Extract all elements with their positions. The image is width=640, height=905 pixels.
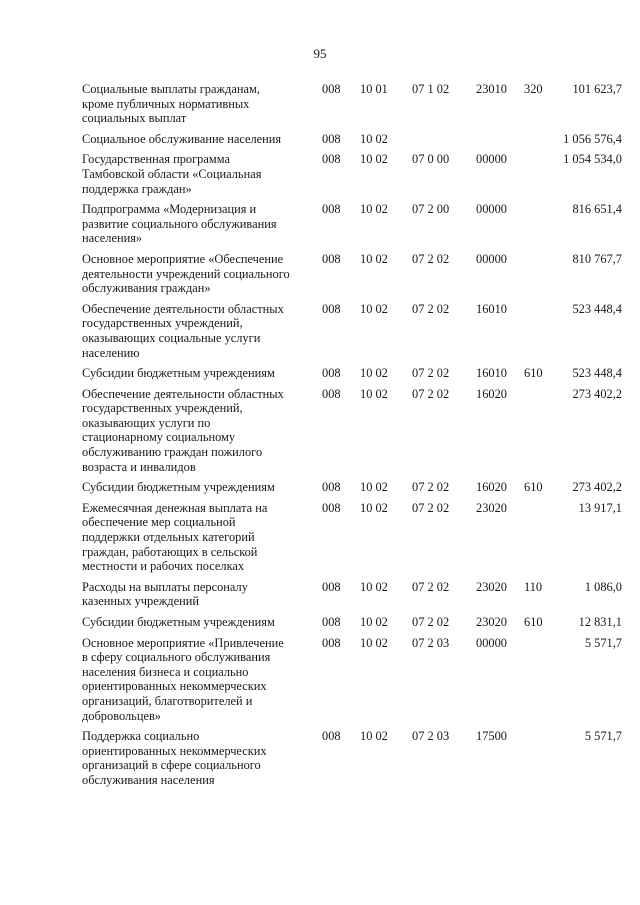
row-direction-code: 16020 (476, 386, 507, 401)
row-amount: 5 571,7 (584, 729, 622, 744)
row-direction-code: 00000 (476, 635, 507, 650)
table-row (82, 82, 622, 126)
row-direction-code: 23010 (476, 82, 507, 96)
row-section-code: 10 02 (360, 366, 388, 381)
table-row (82, 579, 622, 609)
row-name: Расходы на выплаты персоналу казенных учреждений (82, 579, 248, 609)
row-amount: 1 054 534,0 (563, 152, 622, 167)
row-name: Государственная программа Тамбовской области «Социальная поддержка граждан» (82, 152, 262, 196)
row-direction-code: 23020 (476, 579, 507, 594)
row-program-code: 07 2 03 (412, 729, 450, 744)
row-direction-code: 00000 (476, 152, 507, 167)
row-program-code: 07 2 02 (412, 500, 450, 515)
row-amount: 13 917,1 (578, 500, 622, 515)
row-amount: 523 448,4 (572, 301, 622, 316)
row-section-code: 10 02 (360, 579, 388, 594)
row-program-code: 07 2 02 (412, 480, 450, 495)
row-name: Социальные выплаты гражданам, кроме публичных нормативных социальных выплат (82, 82, 260, 126)
row-amount: 12 831,1 (578, 615, 622, 629)
row-direction-code: 16010 (476, 301, 507, 316)
row-amount: 101 623,7 (572, 82, 622, 96)
row-direction-code: 16020 (476, 480, 507, 495)
row-amount: 273 402,2 (572, 386, 622, 401)
row-program-code: 07 0 00 (412, 152, 450, 167)
row-section-code: 10 02 (360, 152, 388, 167)
table-row (82, 635, 622, 724)
row-section-code: 10 02 (360, 131, 388, 146)
row-program-code: 07 2 02 (412, 386, 450, 401)
row-gr-code: 008 (322, 480, 341, 495)
row-gr-code: 008 (322, 500, 341, 515)
row-gr-code: 008 (322, 615, 341, 629)
row-amount: 523 448,4 (572, 366, 622, 381)
row-amount: 810 767,7 (572, 251, 622, 266)
row-direction-code: 00000 (476, 202, 507, 217)
row-gr-code: 008 (322, 635, 341, 650)
row-program-code: 07 2 02 (412, 615, 450, 629)
row-program-code: 07 2 02 (412, 301, 450, 316)
row-name: Ежемесячная денежная выплата на обеспечение мер социальной поддержки отдельных категорий граждан, работающих в сельской местности и рабочих поселках (82, 500, 268, 574)
row-gr-code: 008 (322, 82, 341, 96)
row-program-code: 07 2 00 (412, 202, 450, 217)
table-row (82, 386, 622, 475)
row-program-code: 07 2 02 (412, 579, 450, 594)
row-expense-type: 610 (524, 366, 543, 381)
row-expense-type: 110 (524, 579, 543, 594)
row-gr-code: 008 (322, 301, 341, 316)
table-row (82, 152, 622, 196)
row-gr-code: 008 (322, 366, 341, 381)
row-section-code: 10 02 (360, 615, 388, 629)
table-row (82, 366, 622, 381)
row-section-code: 10 02 (360, 635, 388, 650)
row-section-code: 10 02 (360, 500, 388, 515)
row-section-code: 10 02 (360, 202, 388, 217)
row-amount: 1 056 576,4 (563, 131, 622, 146)
budget-table (82, 82, 622, 794)
row-direction-code: 23020 (476, 500, 507, 515)
row-name: Субсидии бюджетным учреждениям (82, 366, 275, 381)
row-name: Субсидии бюджетным учреждениям (82, 615, 275, 629)
row-program-code: 07 2 02 (412, 366, 450, 381)
row-gr-code: 008 (322, 386, 341, 401)
row-direction-code: 17500 (476, 729, 507, 744)
row-amount: 1 086,0 (584, 579, 622, 594)
row-name: Основное мероприятие «Обеспечение деятельности учреждений социального обслуживания граждан» (82, 251, 290, 296)
row-program-code: 07 2 02 (412, 251, 450, 266)
row-direction-code: 00000 (476, 251, 507, 266)
table-row (82, 301, 622, 360)
row-direction-code: 23020 (476, 615, 507, 629)
table-row (82, 729, 622, 787)
row-expense-type: 320 (524, 82, 543, 96)
table-row (82, 615, 622, 630)
row-name: Субсидии бюджетным учреждениям (82, 480, 275, 495)
table-row (82, 480, 622, 495)
row-name: Подпрограмма «Модернизация и развитие социального обслуживания населения» (82, 202, 277, 246)
row-amount: 273 402,2 (572, 480, 622, 495)
row-name: Обеспечение деятельности областных государственных учреждений, оказывающих услуги по стационарному социальному обслуживанию граждан пожилого возраста и инвалидов (82, 386, 284, 474)
row-section-code: 10 01 (360, 82, 388, 96)
row-section-code: 10 02 (360, 251, 388, 266)
row-name: Поддержка социально ориентированных некоммерческих организаций в сфере социального обслуживания населения (82, 729, 267, 787)
row-gr-code: 008 (322, 202, 341, 217)
row-section-code: 10 02 (360, 301, 388, 316)
table-row (82, 202, 622, 246)
row-gr-code: 008 (322, 152, 341, 167)
row-program-code: 07 1 02 (412, 82, 450, 96)
row-amount: 816 651,4 (572, 202, 622, 217)
row-name: Основное мероприятие «Привлечение в сферу социального обслуживания населения бизнеса и социально ориентированных некоммерческих организаций, благотворителей и добровольцев» (82, 635, 284, 723)
row-direction-code: 16010 (476, 366, 507, 381)
row-expense-type: 610 (524, 480, 543, 495)
row-expense-type: 610 (524, 615, 543, 629)
row-gr-code: 008 (322, 251, 341, 266)
row-section-code: 10 02 (360, 480, 388, 495)
table-row (82, 251, 622, 296)
row-section-code: 10 02 (360, 386, 388, 401)
row-amount: 5 571,7 (584, 635, 622, 650)
table-row (82, 131, 622, 147)
row-program-code: 07 2 03 (412, 635, 450, 650)
row-gr-code: 008 (322, 729, 341, 744)
row-gr-code: 008 (322, 579, 341, 594)
row-name: Социальное обслуживание населения (82, 131, 282, 146)
row-name: Обеспечение деятельности областных государственных учреждений, оказывающих социальные услуги населению (82, 301, 284, 360)
row-gr-code: 008 (322, 131, 341, 146)
table-row (82, 500, 622, 574)
row-section-code: 10 02 (360, 729, 388, 744)
page-number: 95 (313, 46, 327, 61)
